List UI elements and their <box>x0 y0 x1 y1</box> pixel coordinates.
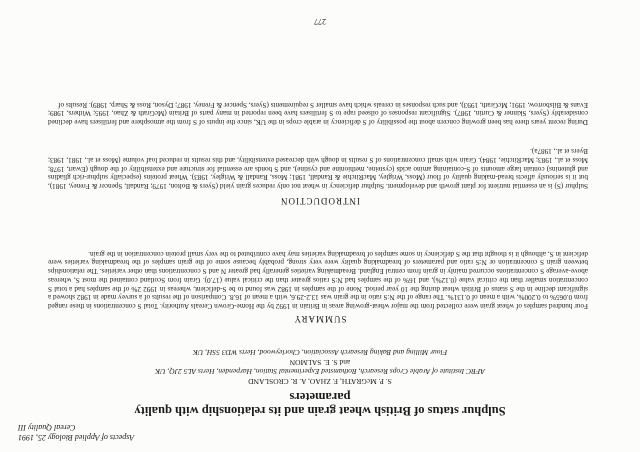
introduction-paragraph-2: During recent years there has been growing concern about the possibility of S deficiency in arable crops in the UK, since the inputs of S from the atmosphere and fertilisers have declined considerably (Syers, Skinner & Curtin, 1987). Significant responses of oilseed rape to S fertilisers have been reported in many parts of Britain (McGrath & Zhao, 1995; Withers, 1989; Evans & Bilsborrow, 1991; McGrath, 1993), and such responses in cereals which have smaller S requirements (Syers, Spencer & Freney, 1987; Dyson, Ross & Sharp, 1989). Results of <box>48 100 588 126</box>
introduction-heading: INTRODUCTION <box>280 196 360 206</box>
author-names-2: and S. E. SALMON <box>289 358 351 367</box>
title-line-2: parameters <box>289 390 351 404</box>
summary-heading: SUMMARY <box>293 314 347 324</box>
paper-title <box>70 390 570 418</box>
title-line-1: Sulphur status of British wheat grain and its relationship with quality <box>134 404 506 418</box>
author-affiliation-1: AFRC Institute of Arable Crops Research, Rothamsted Experimental Station, Harpenden, Herts AL5 2JQ, UK <box>155 367 485 377</box>
summary-text: Four hundred samples of wheat grain were collected from the major wheat-growing areas in Britain in 1992 by the Home-Grown Cereals Authority. Total S concentrations in these ranged from 0.065% to 0.200%, with a mean of 0.131%. The range of the N:S ratio in the grain was 13.2-29.6, with a mean of 16.8. Comparison of the results of a survey made in 1982 showed a significant decline in the S status of British wheat during the 10 year period. None of the samples in 1982 was found to be S-deficient, whereas in 1992 2% of the samples had a total S concentration smaller than the critical value (0.12%), and 16% of the samples had N:S ratios greater than the critical value (17.0). Grain from Scotland contained the most S, whereas above-average S concentrations occurred mainly in grain from central England. Breadmaking varieties generally had greater N and S concentrations than other varieties. The relationships between grain S concentration or N:S ratio and parameters of breadmaking quality were very strong, probably because some of the grain samples of the breadmaking varieties were deficient in S, although it is thought that the S deficiency in some samples of breadmaking varieties may have contributed to the very small protein concentration in the grain. <box>48 249 588 310</box>
journal-line-1: Aspects of Applied Biology 25, 1991 <box>18 433 135 442</box>
journal-line-2: Cereal Quality III <box>18 423 76 432</box>
journal-citation <box>18 422 228 442</box>
page-number: 277 <box>314 17 326 26</box>
introduction-paragraph-1: Sulphur (S) is an essential nutrient for plant growth and development. Sulphur deficiency in wheat not only reduces grain yield (Syers & Bolton, 1979; Randall, Spencer & Freney, 1981), but it is seriously affects bread-making quality of flour (Moss, Wrigley, MacRitchie & Randall, 1981; Moss, Randall & Wrigley, 1983). Wheat proteins (especially sulphur-rich gliadins and glutenins) contain large amounts of S-containing amino acids (cysteine, methionine and cystine), and S bonds are essential for structure and extensibility of the dough (Ewart, 1978; Moss et al., 1983; MacRitchie, 1984). Grain with small concentrations of S results in dough with decreased extensibility, and this results in reduced loaf volume (Moss et al., 1981, 1983; Byers et al., 1987a). <box>48 147 588 190</box>
author-affiliation-2: Flour Milling and Baking Research Association, Chorleywood, Herts WD3 5SH, UK <box>192 348 448 358</box>
author-block <box>60 348 580 386</box>
author-names-1: S. P. McGRATH, F. ZHAO, A. R. CROSLAND <box>248 377 392 386</box>
